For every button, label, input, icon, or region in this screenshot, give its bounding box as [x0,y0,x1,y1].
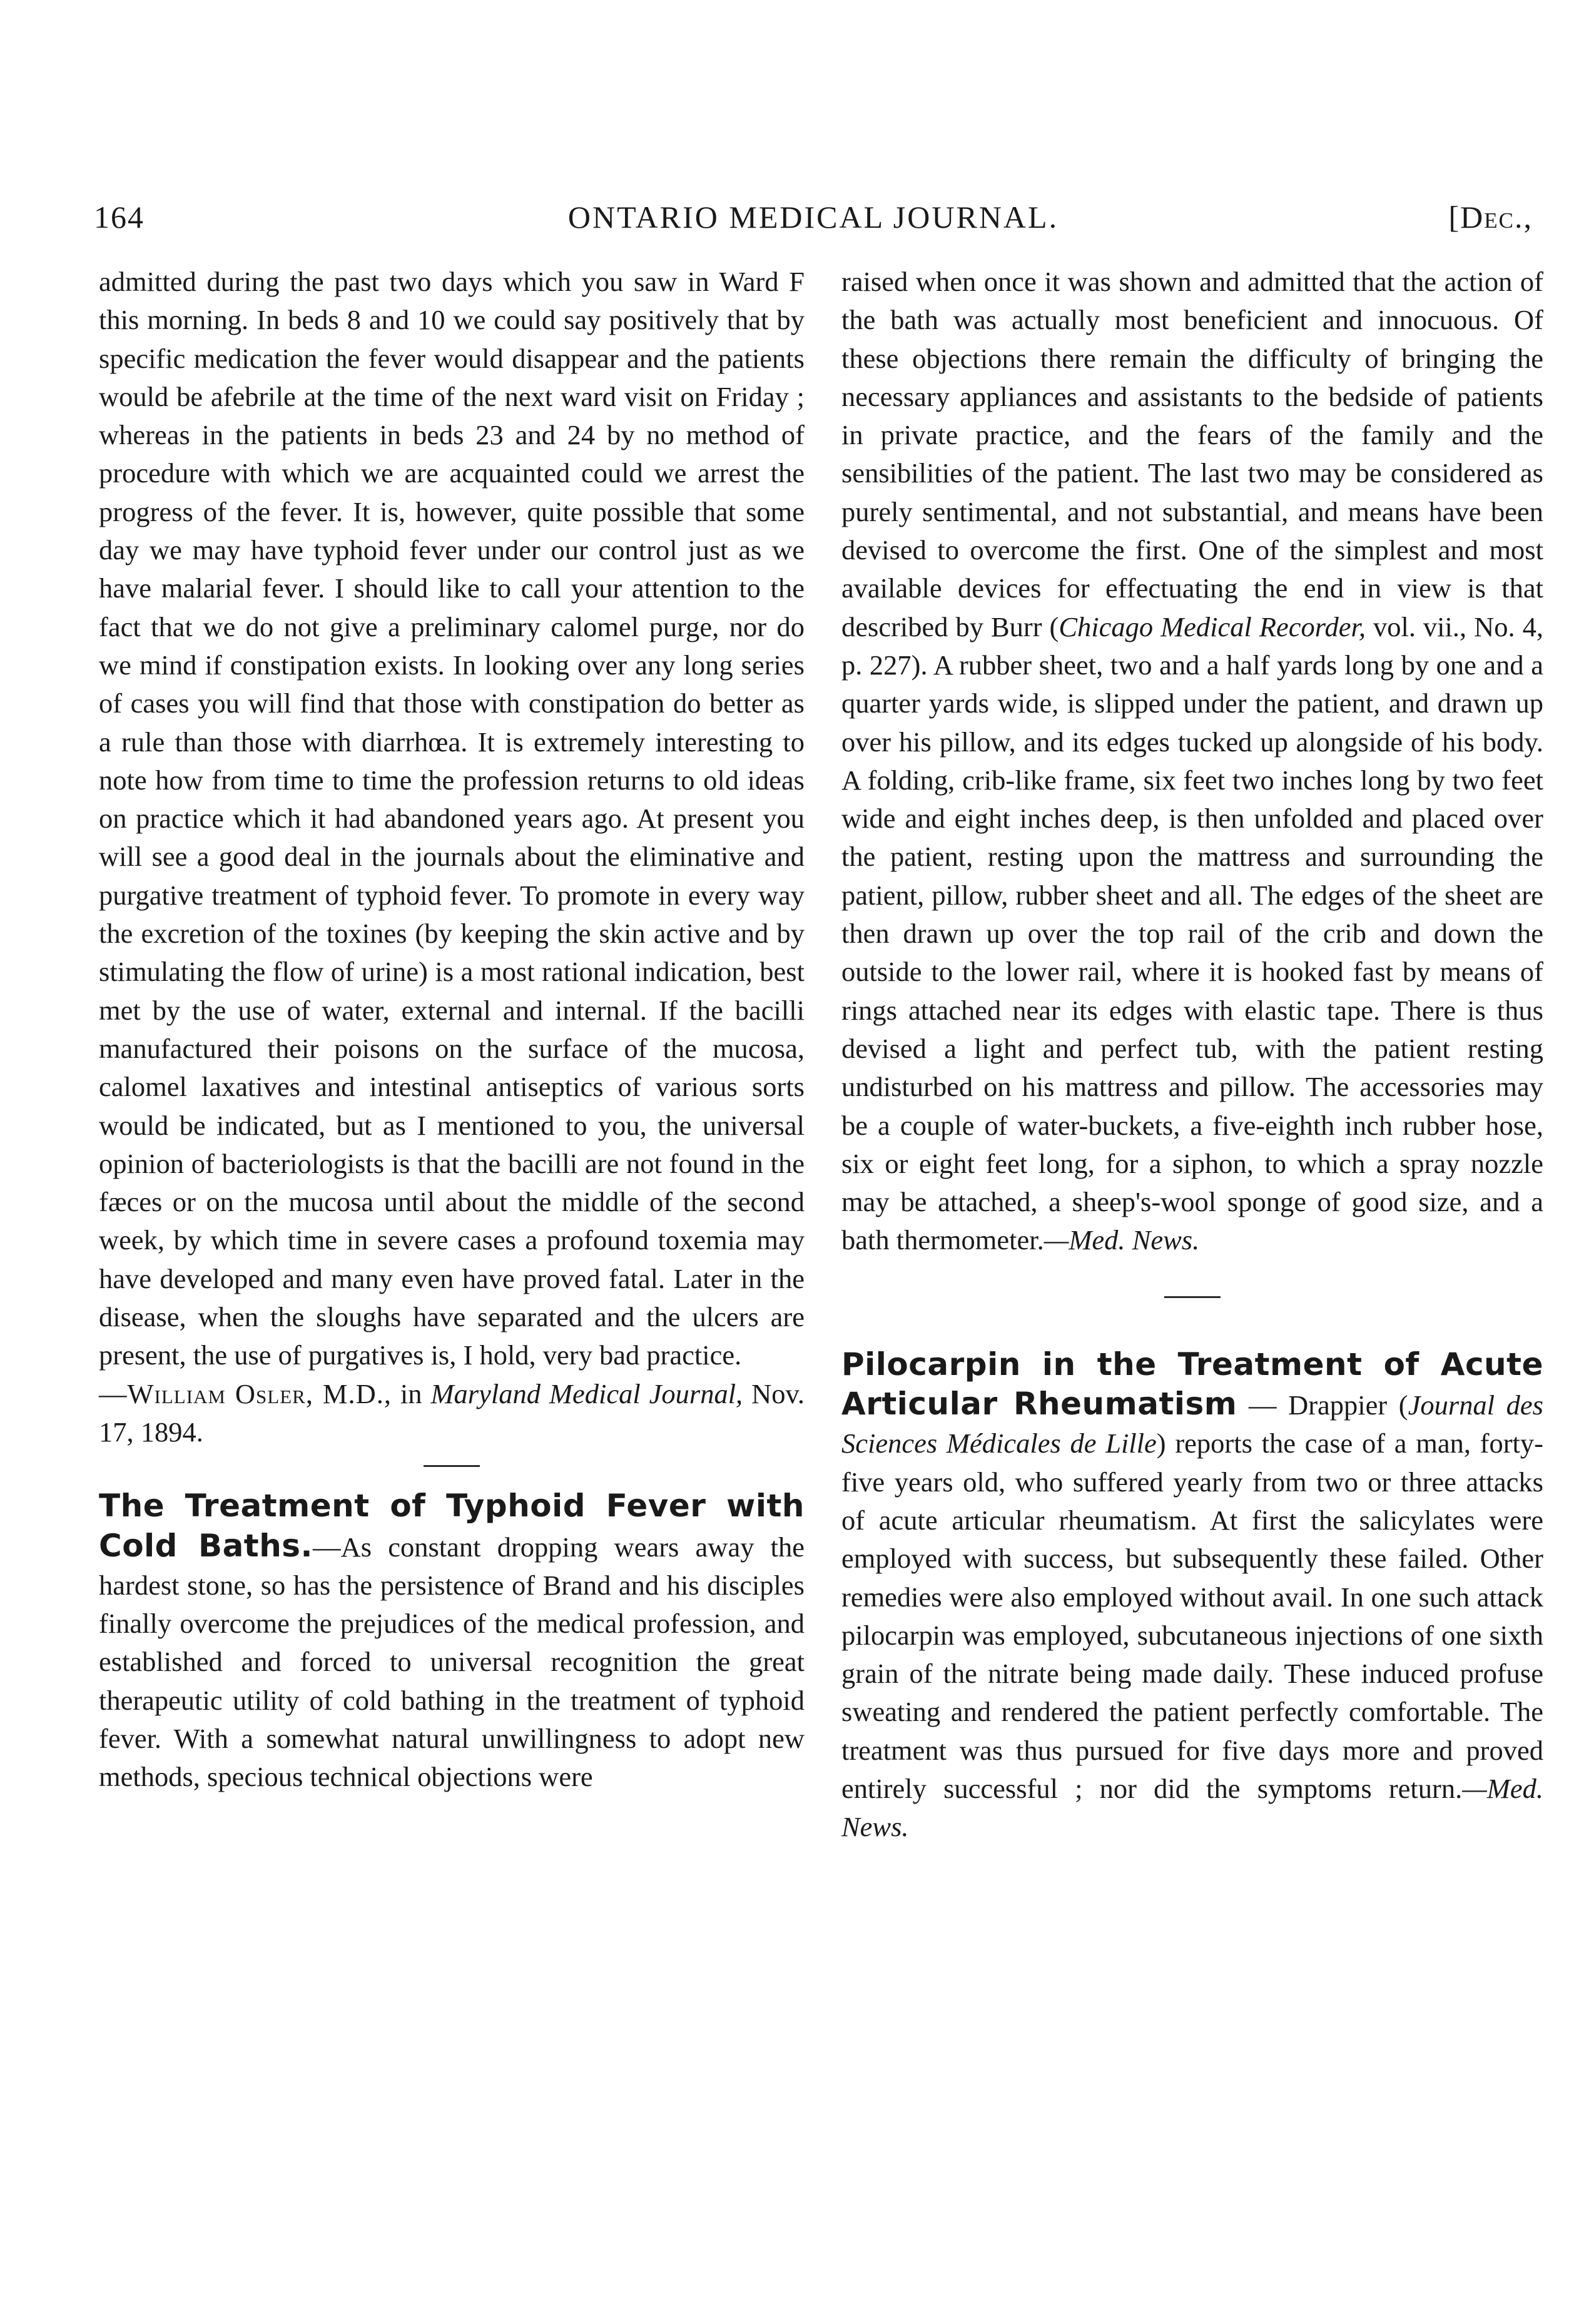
pilocarpin-source: —Med. News. [841,1772,1543,1843]
signature-date: Nov. 17, 1894. [99,1378,805,1448]
cold-baths-citation: Chicago Medical Recorder, [1059,611,1366,642]
cold-baths-source: —Med. News. [1043,1224,1200,1256]
cold-baths-cont-a: raised when once it was shown and admitted that the action of the bath was actually most beneficient and innocuous. Of these objections there remain the difficulty of bringing the necessary appliances and assistants to the bedside of patients in private practice, and the fears of the family and the sensibilities of the patient. The last two may be considered as purely sentimental, and not substantial, and means have been devised to overcome the first. One of the simplest and most available devices for effectuating the end in view is that described by Burr ( [841,266,1543,642]
osler-paragraph: admitted during the past two days which you saw in Ward F this morning. In beds 8 and 10 we could say positively that by specific medication the fever would disappear and the patients would be afebrile at the time of the next ward visit on Friday ; whereas in the patients in beds 23 and 24 by no method of procedure with which we are acquainted could we arrest the progress of the fever. It is, however, quite possible that some day we may have typhoid fever under our control just as we have malarial fever. I should like to call your attention to the fact that we do not give a preliminary calomel purge, nor do we mind if constipation exists. In looking over any long series of cases you will find that those with constipation do better as a rule than those with diarrhœa. It is extremely interesting to note how from time to time the profession returns to old ideas on practice which it had abandoned years ago. At present you will see a good deal in the journals about the eliminative and purgative treatment of typhoid fever. To promote in every way the excretion of the toxines (by keeping the skin active and by stimulating the flow of urine) is a most rational indication, best met by the use of water, external and internal. If the bacilli manufactured their poisons on the surface of the mucosa, calomel laxatives and intestinal antiseptics of various sorts would be indicated, but as I mentioned to you, the universal opinion of bacteriologists is that the bacilli are not found in the fæces or on the mucosa until about the middle of the second week, by which time in severe cases a profound toxemia may have developed and many even have proved fatal. Later in the disease, when the sloughs have separated and the ulcers are present, the use of purgatives is, I hold, very bad practice. [99,266,805,1371]
issue-month: [Dec., [1448,200,1533,235]
pilocarpin-heading: Pilocarpin in the Treatment of Acute Articular Rheumatism [841,1346,1543,1423]
pilocarpin-citation: Journal des Sciences Médicales de Lille [841,1389,1543,1459]
osler-signature [99,1375,805,1452]
right-column [841,263,1543,1847]
signature-in: in [391,1378,431,1409]
signature-author: —William Osler, M.D., [99,1378,392,1409]
cold-baths-cont-b: vol. vii., No. 4, p. 227). A rubber sheet, two and a half yards long by one and a quarter yards wide, is slipped under the patient, and drawn up over his pillow, and its edges tucked up alongside of his body. A folding, crib-like frame, six feet two inches long by two feet wide and eight inches deep, is then unfolded and placed over the patient, resting upon the mattress and surrounding the patient, pillow, rubber sheet and all. The edges of the sheet are then drawn up over the top rail of the crib and down the outside to the lower rail, where it is hooked fast by means of rings attached near its edges with elastic tape. There is thus devised a light and perfect tub, with the patient resting undisturbed on his mattress and pillow. The accessories may be a couple of water-buckets, a five-eighth inch rubber hose, six or eight feet long, for a siphon, to which a spray nozzle may be attached, a sheep's-wool sponge of good size, and a bath thermometer. [841,611,1543,1256]
pilocarpin-body: ) reports the case of a man, forty-five years old, who suffered yearly from two or three attacks of acute articular rheumatism. At first the salicylates were employed with success, but subsequently these failed. Other remedies were also employed without avail. In one such attack pilocarpin was employed, subcutaneous injections of one sixth grain of the nitrate being made daily. These induced profuse sweating and rendered the patient perfectly comfortable. The treatment was thus pursued for five days more and proved entirely successful ; nor did the symptoms return. [841,1428,1543,1804]
page-number: 164 [94,200,145,235]
signature-journal: Maryland Medical Journal, [430,1378,743,1409]
cold-baths-body: —As constant dropping wears away the hardest stone, so has the persistence of Brand and his disciples finally overcome the prejudices of the medical profession, and established and forced to universal recognition the great therapeutic utility of cold bathing in the treatment of typhoid fever. With a somewhat natural unwillingness to adopt new methods, specious technical objections were [99,1531,805,1793]
left-column [99,263,805,1797]
running-head [94,199,1533,243]
section-divider [424,1465,480,1467]
cold-baths-heading: The Treatment of Typhoid Fever with Cold Baths. [99,1488,805,1564]
pilocarpin-lead: — Drappier ( [1237,1389,1408,1421]
pilocarpin-article [841,1346,1543,1847]
journal-title: ONTARIO MEDICAL JOURNAL. [567,200,1059,235]
section-divider [1164,1296,1221,1298]
cold-baths-continuation [841,263,1543,1260]
cold-baths-article [99,1487,805,1796]
